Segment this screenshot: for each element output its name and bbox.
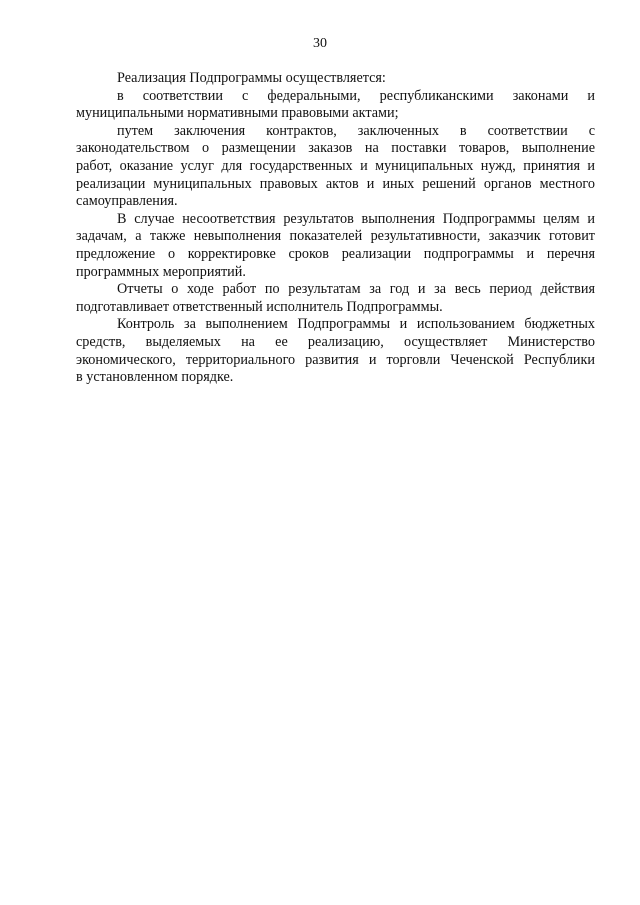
text-line: программных мероприятий.	[76, 263, 246, 280]
paragraph-contracts	[76, 123, 595, 211]
page-number: 30	[313, 36, 327, 51]
text-line: Реализация Подпрограммы осуществляется:	[117, 70, 386, 86]
document-body	[76, 70, 595, 387]
text-line: самоуправления.	[76, 193, 178, 210]
text-line: средств, выделяемых на ее реализацию, осуществляет Министерство	[76, 333, 595, 350]
text-line: Контроль за выполнением Подпрограммы и использованием бюджетных	[117, 316, 595, 333]
text-line: работ, оказание услуг для государственных и муниципальных нужд, принятия и	[76, 157, 595, 174]
paragraph-control	[76, 316, 595, 386]
text-line: в соответствии с федеральными, республиканскими законами и	[117, 87, 595, 104]
text-line: экономического, территориального развития и торговли Чеченской Республики	[76, 351, 595, 368]
text-line: реализации муниципальных правовых актов и иных решений органов местного	[76, 175, 595, 192]
text-line: предложение о корректировке сроков реализации подпрограммы и перечня	[76, 245, 595, 262]
text-line: задачам, а также невыполнения показателей результативности, заказчик готовит	[76, 228, 595, 245]
text-line: законодательством о размещении заказов на поставки товаров, выполнение	[76, 140, 595, 157]
text-line: В случае несоответствия результатов выполнения Подпрограммы целям и	[117, 210, 595, 227]
paragraph-implementation-intro	[76, 70, 595, 88]
text-line: путем заключения контрактов, заключенных в соответствии с	[117, 122, 595, 139]
paragraph-legal-compliance	[76, 88, 595, 123]
text-line: Отчеты о ходе работ по результатам за год и за весь период действия	[117, 281, 595, 298]
text-line: в установленном порядке.	[76, 369, 234, 386]
text-line: муниципальными нормативными правовыми актами;	[76, 105, 399, 122]
paragraph-reports	[76, 281, 595, 316]
paragraph-noncompliance	[76, 211, 595, 281]
text-line: подготавливает ответственный исполнитель Подпрограммы.	[76, 298, 443, 315]
